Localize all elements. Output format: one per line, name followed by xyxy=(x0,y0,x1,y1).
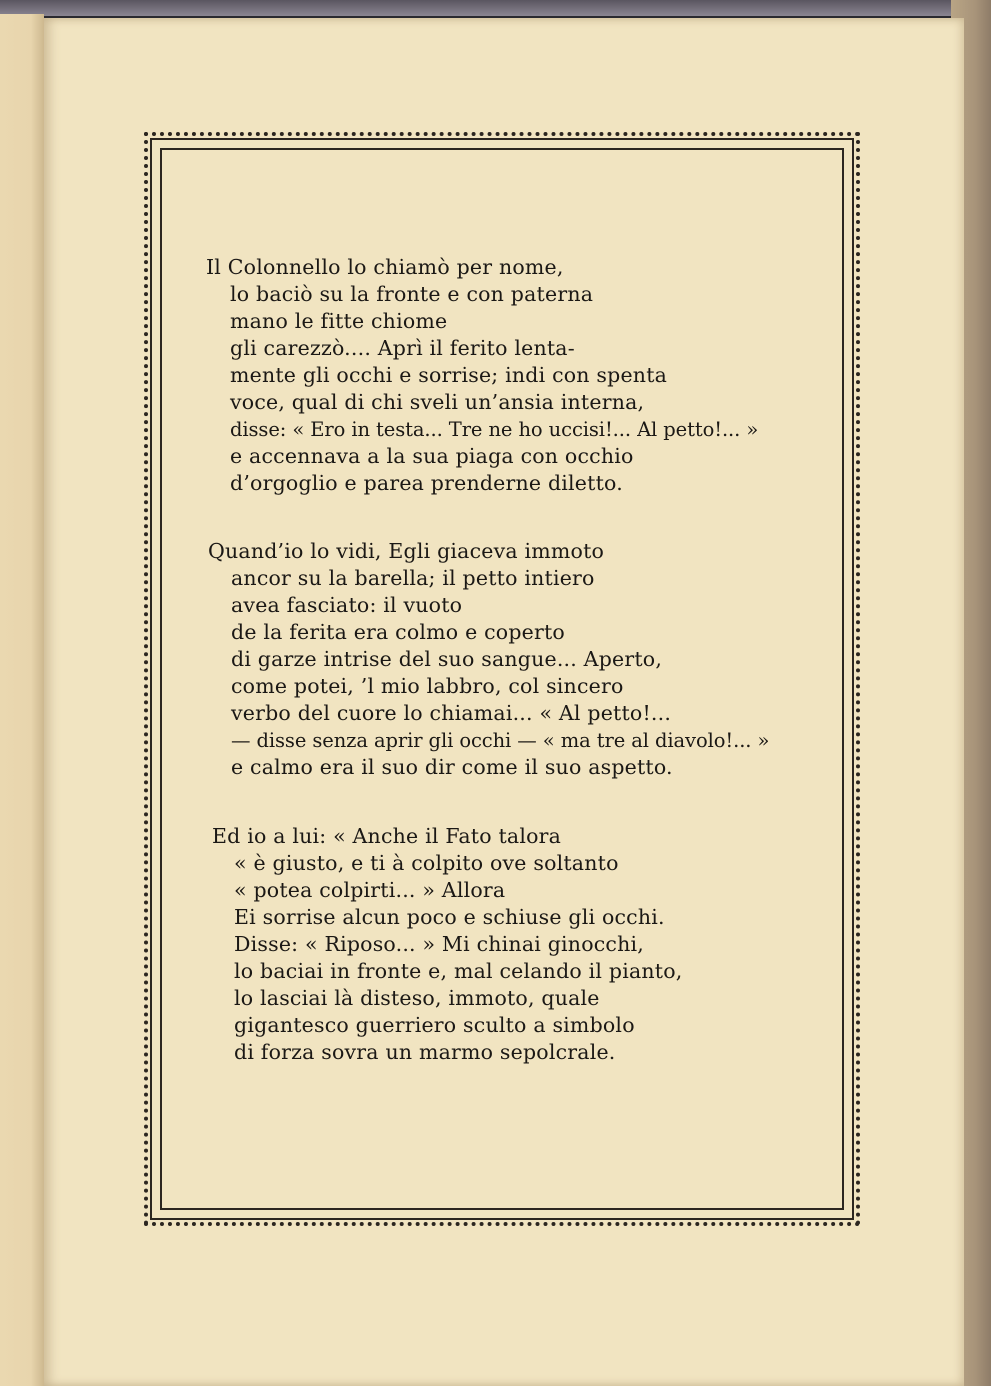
poem-line: ancor su la barella; il petto intiero xyxy=(231,566,595,590)
poem-line: gli carezzò.... Aprì il ferito lenta- xyxy=(230,336,575,360)
poem-line: e accennava a la sua piaga con occhio xyxy=(230,444,634,468)
poem-line: Disse: « Riposo... » Mi chinai ginocchi, xyxy=(234,932,644,956)
poem-line: voce, qual di chi sveli un’ansia interna, xyxy=(230,390,645,414)
poem-line: « è giusto, e ti à colpito ove soltanto xyxy=(234,851,619,875)
scan-top-edge xyxy=(0,0,991,16)
poem-line: Ei sorrise alcun poco e schiuse gli occhi. xyxy=(234,905,665,929)
poem-line: mano le fitte chiome xyxy=(230,309,448,333)
poem-line: avea fasciato: il vuoto xyxy=(231,593,463,617)
poem-line: disse: « Ero in testa... Tre ne ho uccisi!... Al petto!... » xyxy=(230,418,759,441)
book-page xyxy=(44,18,964,1386)
poem-line: — disse senza aprir gli occhi — « ma tre al diavolo!... » xyxy=(231,729,770,752)
poem-text xyxy=(44,18,964,1386)
poem-line: lo lasciai là disteso, immoto, quale xyxy=(234,986,600,1010)
poem-line: « potea colpirti... » Allora xyxy=(234,878,506,902)
poem-line: gigantesco guerriero sculto a simbolo xyxy=(234,1013,635,1037)
poem-line: e calmo era il suo dir come il suo aspetto. xyxy=(231,755,673,779)
poem-line: lo baciai in fronte e, mal celando il pianto, xyxy=(234,959,683,983)
facing-page-edge xyxy=(0,14,44,1386)
poem-line: d’orgoglio e parea prenderne diletto. xyxy=(230,471,623,495)
poem-line: di garze intrise del suo sangue... Aperto, xyxy=(231,647,663,671)
poem-line: de la ferita era colmo e coperto xyxy=(231,620,565,644)
poem-line: mente gli occhi e sorrise; indi con spenta xyxy=(230,363,668,387)
poem-line: Ed io a lui: « Anche il Fato talora xyxy=(212,824,562,848)
poem-line: di forza sovra un marmo sepolcrale. xyxy=(234,1040,616,1064)
poem-line: Il Colonnello lo chiamò per nome, xyxy=(206,255,564,279)
poem-line: lo baciò su la fronte e con paterna xyxy=(230,282,594,306)
poem-line: Quand’io lo vidi, Egli giaceva immoto xyxy=(208,539,605,563)
poem-line: come potei, ’l mio labbro, col sincero xyxy=(231,674,624,698)
poem-line: verbo del cuore lo chiamai... « Al petto!... xyxy=(231,701,672,725)
